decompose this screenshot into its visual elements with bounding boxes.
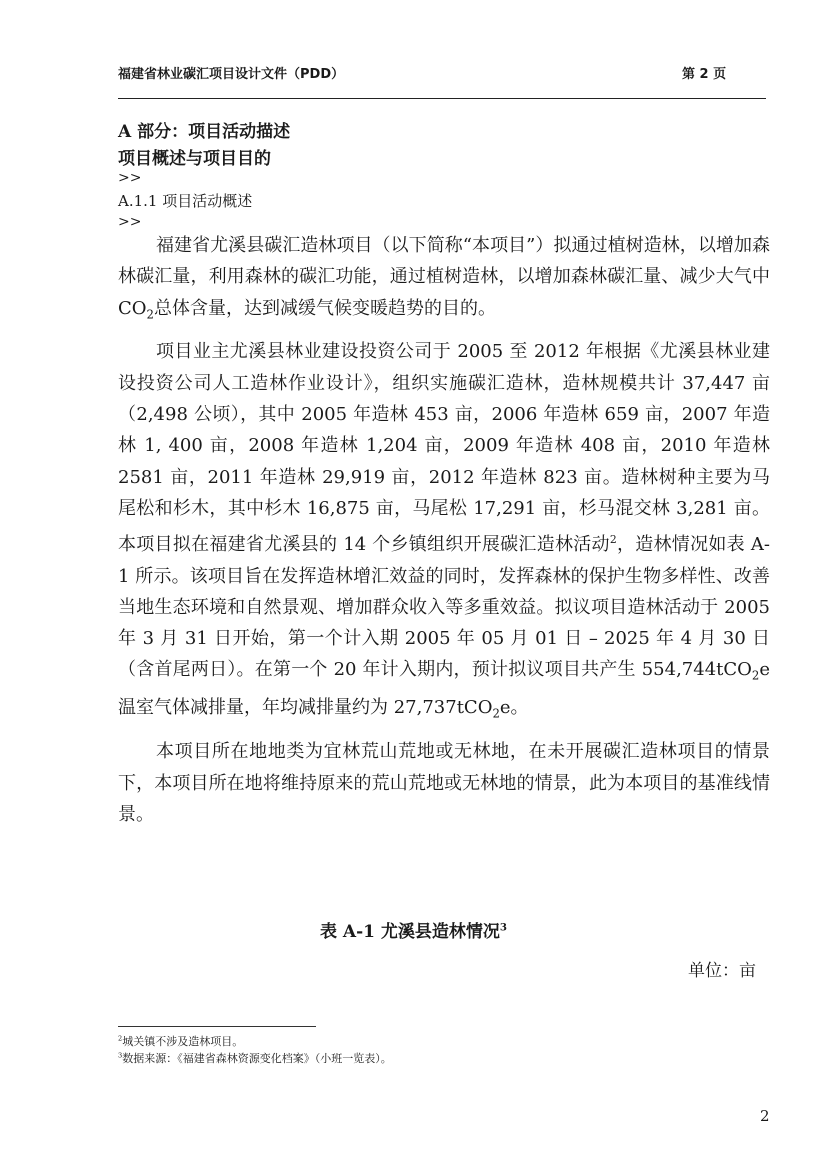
header-title: 福建省林业碳汇项目设计文件（PDD） — [118, 67, 345, 82]
p1-text-a: 福建省尤溪县碳汇造林项目（以下简称“本项目”）拟通过植树造林，以增加森林碳汇量，利用森林的碳汇功能，通过植树造林，以增加森林碳汇量、减少大气中 CO — [118, 235, 770, 319]
footnote-1-text: 城关镇不涉及造林项目。 — [122, 1035, 244, 1048]
footnote-2-number: 3 — [118, 1051, 123, 1060]
footnote-1 — [118, 1033, 243, 1049]
section-subtitle: 项目概述与项目目的 — [118, 149, 271, 169]
p2-footnote-ref: 2 — [609, 533, 617, 547]
footnote-2 — [118, 1050, 392, 1066]
page-number: 2 — [760, 1107, 770, 1125]
marker-1: >> — [118, 170, 142, 186]
p2-subscript-1: 2 — [751, 669, 760, 684]
body-text — [118, 230, 770, 836]
paragraph-2 — [118, 336, 770, 730]
paragraph-3: 本项目所在地地类为宜林荒山荒地或无林地，在未开展碳汇造林项目的情景下，本项目所在地将维持原来的荒山荒地或无林地的情景，此为本项目的基准线情景。 — [118, 741, 770, 825]
footnote-divider — [118, 1026, 316, 1027]
p2-text-c: e 温室气体减排量，年均减排量约为 27,737tCO — [118, 659, 770, 719]
p2-subscript-2: 2 — [492, 706, 500, 721]
footnote-1-number: 2 — [118, 1034, 123, 1043]
table-title — [0, 917, 827, 942]
part-heading: A 部分：项目活动描述 — [118, 122, 291, 142]
p1-text-b: 总体含量，达到减缓气候变暖趋势的目的。 — [153, 297, 496, 319]
sub-heading: A.1.1 项目活动概述 — [118, 192, 253, 210]
table-unit: 单位：亩 — [688, 961, 756, 981]
header-divider — [118, 98, 766, 99]
p2-text-b: ，造林情况如表 A-1 所示。该项目旨在发挥造林增汇效益的同时，发挥森林的保护生物多样性、改善当地生态环境和自然景观、增加群众收入等多重效益。拟议项目造林活动于 2005 年 3 月 31 日开始，第一个计入期 2005 年 05 月 01 日 – 2025 年 4 月 30 日（含首尾两日）。在第一个 20 年计入期内，预计拟议项目共产生 554,744tCO — [118, 534, 770, 681]
header-page: 第 2 页 — [682, 67, 727, 82]
table-footnote-ref: 3 — [499, 921, 507, 934]
p2-text-d: e。 — [499, 697, 529, 719]
paragraph-1 — [118, 230, 770, 330]
p2-text-a: 项目业主尤溪县林业建设投资公司于 2005 至 2012 年根据《尤溪县林业建设投资公司人工造林作业设计》，组织实施碳汇造林，造林规模共计 37,447 亩（2,498 公顷），其中 2005 年造林 453 亩，2006 年造林 659 亩，2007 年造林 1, 400 亩，2008 年造林 1,204 亩，2009 年造林 408 亩，2010 年造林 2581 亩，2011 年造林 29,919 亩，2012 年造林 823 亩。造林树种主要为马尾松和杉木，其中杉木 16,875 亩，马尾松 17,291 亩，杉马混交林 3,281 亩。本项目拟在福建省尤溪县的 14 个乡镇组织开展碳汇造林活动 — [118, 341, 770, 556]
p1-subscript: 2 — [146, 307, 154, 322]
marker-2: >> — [118, 214, 142, 230]
footnote-2-text: 数据来源：《福建省森林资源变化档案》（小班一览表）。 — [122, 1052, 392, 1065]
table-title-text: 表 A-1 尤溪县造林情况 — [319, 922, 500, 942]
